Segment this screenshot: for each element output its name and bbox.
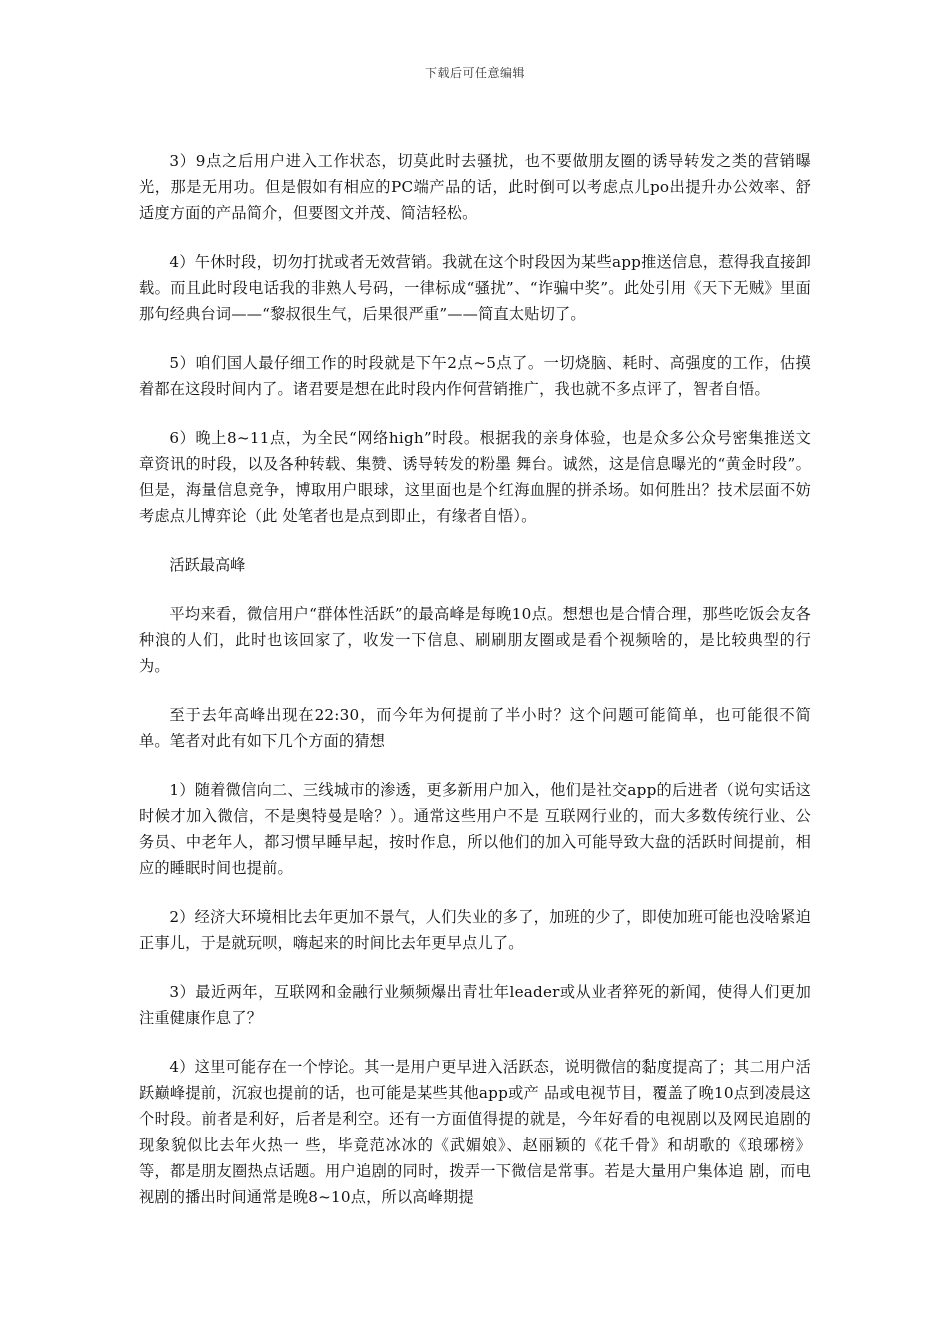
paragraph-4-lunch-break: 4）午休时段，切勿打扰或者无效营销。我就在这个时段因为某些app推送信息，惹得我直接卸载。而且此时段电话我的非熟人号码，一律标成“骚扰”、“诈骗中奖”。此处引用《天下无贼》里面那句经典台词——“黎叔很生气，后果很严重”——简直太贴切了。 xyxy=(139,253,811,323)
document-body xyxy=(139,148,811,1233)
paragraph-guess-3: 3）最近两年，互联网和金融行业频频爆出青壮年leader或从业者猝死的新闻，使得人们更加注重健康作息了？ xyxy=(139,983,811,1027)
paragraph-6-evening: 6）晚上8~11点，为全民“网络high”时段。根据我的亲身体验，也是众多公众号密集推送文章资讯的时段，以及各种转载、集赞、诱导转发的粉墨 舞台。诚然，这是信息曝光的“黄金时段”。但是，海量信息竞争，博取用户眼球，这里面也是个红海血腥的拼杀场。如何胜出？技术层面不妨考虑点儿博弈论（此 处笔者也是点到即止，有缘者自悟）。 xyxy=(139,429,811,525)
paragraph-guess-1: 1）随着微信向二、三线城市的渗透，更多新用户加入，他们是社交app的后进者（说句实话这时候才加入微信，不是奥特曼是啥？）。通常这些用户不是 互联网行业的，而大多数传统行业、公务员、中老年人，都习惯早睡早起，按时作息，所以他们的加入可能导致大盘的活跃时间提前，相应的睡眠时间也提前。 xyxy=(139,781,811,877)
paragraph-3-work-hours: 3）9点之后用户进入工作状态，切莫此时去骚扰，也不要做朋友圈的诱导转发之类的营销曝光，那是无用功。但是假如有相应的PC端产品的话，此时倒可以考虑点儿po出提升办公效率、舒适度方面的产品简介，但要图文并茂、简洁轻松。 xyxy=(139,152,811,222)
page-header: 下载后可任意编辑 xyxy=(424,66,525,80)
paragraph-5-afternoon: 5）咱们国人最仔细工作的时段就是下午2点~5点了。一切烧脑、耗时、高强度的工作，估摸着都在这段时间内了。诸君要是想在此时段内作何营销推广，我也就不多点评了，智者自悟。 xyxy=(139,354,811,398)
paragraph-guess-4: 4）这里可能存在一个悖论。其一是用户更早进入活跃态，说明微信的黏度提高了；其二用户活跃巅峰提前，沉寂也提前的话，也可能是某些其他app或产 品或电视节目，覆盖了晚10点到凌晨这个时段。前者是利好，后者是利空。还有一方面值得提的就是，今年好看的电视剧以及网民追剧的现象貌似比去年火热一 些，毕竟范冰冰的《武媚娘》、赵丽颖的《花千骨》和胡歌的《琅琊榜》等，都是朋友圈热点话题。用户追剧的同时，拨弄一下微信是常事。若是大量用户集体追 剧，而电视剧的播出时间通常是晚8~10点，所以高峰期提 xyxy=(139,1058,811,1206)
paragraph-guess-2: 2）经济大环境相比去年更加不景气，人们失业的多了，加班的少了，即使加班可能也没啥紧迫正事儿，于是就玩呗，嗨起来的时间比去年更早点儿了。 xyxy=(139,908,811,952)
paragraph-peak-shift: 至于去年高峰出现在22:30，而今年为何提前了半小时？这个问题可能简单，也可能很不简单。笔者对此有如下几个方面的猜想 xyxy=(139,706,811,750)
paragraph-peak-average: 平均来看，微信用户“群体性活跃”的最高峰是每晚10点。想想也是合情合理，那些吃饭会友各种浪的人们，此时也该回家了，收发一下信息、刷刷朋友圈或是看个视频啥的，是比较典型的行为。 xyxy=(139,605,811,675)
section-heading: 活跃最高峰 xyxy=(169,556,246,574)
